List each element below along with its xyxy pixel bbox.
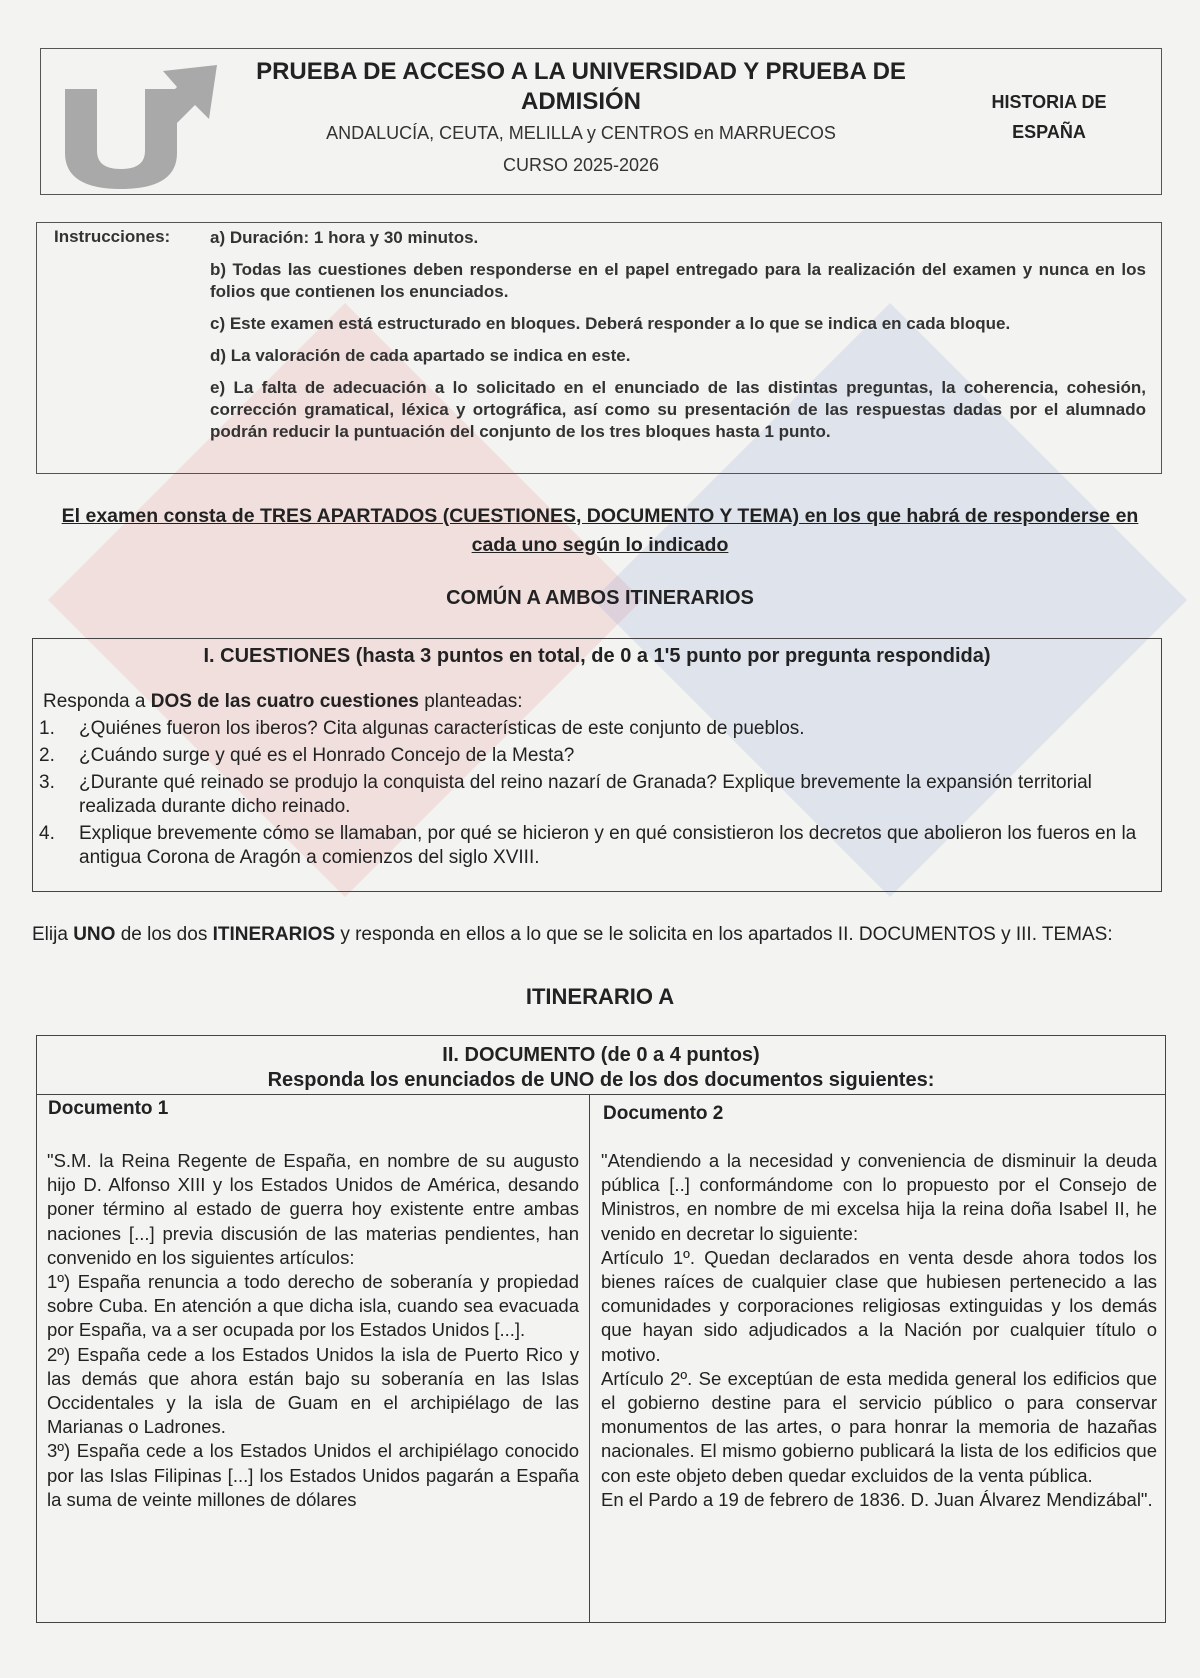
question-text: ¿Cuándo surge y qué es el Honrado Concejo de la Mesta? [79, 745, 575, 766]
document-2-text [601, 1149, 1157, 1512]
doc1-paragraph: 1º) España renuncia a todo derecho de soberanía y propiedad sobre Cuba. En atención a que dicha isla, cuando sea evacuada por España, va a ser ocupada por los Estados Unidos [...]. [47, 1271, 579, 1341]
exam-subject [949, 87, 1149, 147]
prompt-bold: DOS de las cuatro cuestiones [150, 691, 419, 712]
questions-prompt [43, 691, 522, 713]
divider [37, 1094, 1165, 1095]
documents-subtitle: Responda los enunciados de UNO de los dos documentos siguientes: [267, 1069, 935, 1091]
question-text: ¿Durante qué reinado se produjo la conquista del reino nazarí de Granada? Explique brevemente la expansión territorial realizada durante dicho reinado. [79, 772, 1092, 817]
itinerary-title: ITINERARIO A [525, 984, 675, 1009]
questions-list [39, 717, 1153, 873]
doc1-paragraph: 2º) España cede a los Estados Unidos la isla de Puerto Rico y las demás que ahora están bajo su soberanía en las Islas Occidentales y la isla de Guam en el archipiélago de las Marianas o Ladrones. [47, 1343, 579, 1438]
question-number: 1. [39, 718, 55, 739]
question-text: ¿Quiénes fueron los iberos? Cita algunas características de este conjunto de pueblos. [79, 718, 805, 739]
doc2-paragraph: "Atendiendo a la necesidad y conveniencia de disminuir la deuda pública [..] conformándome con lo propuesto por el Consejo de Ministros, en nombre de mi excelsa hija la reina doña Isabel II, he venido en decretar lo siguiente: [601, 1150, 1157, 1244]
university-logo [59, 61, 219, 189]
question-number: 2. [39, 745, 55, 766]
documents-box [36, 1035, 1166, 1623]
question-item [39, 744, 1153, 768]
question-item [39, 717, 1153, 741]
instructions-box [36, 222, 1162, 474]
subject-line-2: ESPAÑA [1012, 122, 1086, 142]
prompt-pre: Responda a [43, 691, 151, 712]
choose-post: y responda en ellos a lo que se le solicita en los apartados II. DOCUMENTOS y III. TEMAS: [335, 924, 1113, 945]
choose-mid: de los dos [115, 924, 213, 945]
exam-course: CURSO 2025-2026 [502, 155, 660, 175]
instruction-item: a) Duración: 1 hora y 30 minutos. [210, 228, 479, 247]
questions-title: I. CUESTIONES (hasta 3 puntos en total, de 0 a 1'5 punto por pregunta respondida) [203, 645, 991, 667]
doc2-paragraph: Artículo 1º. Quedan declarados en venta desde ahora todos los bienes raíces de cualquier clase que hubiesen pertenecido a las comunidades y corporaciones religiosas extinguidas y los demás que hayan sido adjudicados a la Nación por cualquier título o motivo. [601, 1246, 1157, 1365]
itinerary-instruction [32, 924, 1172, 946]
instructions-label: Instrucciones: [54, 227, 171, 246]
instruction-item: b) Todas las cuestiones deben responderse en el papel entregado para la realización del examen y nunca en los folios que contienen los enunciados. [210, 260, 1146, 301]
instructions-list [210, 227, 1146, 453]
choose-pre: Elija [32, 924, 74, 945]
subject-line-1: HISTORIA DE [991, 92, 1107, 112]
documents-title: II. DOCUMENTO (de 0 a 4 puntos) [442, 1044, 760, 1066]
common-section-title: COMÚN A AMBOS ITINERARIOS [446, 587, 754, 609]
choose-bold-itinerarios: ITINERARIOS [212, 924, 336, 945]
doc1-paragraph: 3º) España cede a los Estados Unidos el archipiélago conocido por las Islas Filipinas [...] los Estados Unidos pagarán a España la suma de veinte millones de dólares [47, 1440, 579, 1510]
exam-header [40, 48, 1162, 195]
doc2-paragraph: En el Pardo a 19 de febrero de 1836. D. Juan Álvarez Mendizábal". [601, 1488, 1153, 1510]
question-number: 3. [39, 772, 55, 793]
doc1-paragraph: "S.M. la Reina Regente de España, en nombre de su augusto hijo D. Alfonso XIII y los Estados Unidos de América, desando poner término al estado de guerra hoy existente entre ambas naciones [...] previa discusión de las materias pendientes, han convenido en los siguientes artículos: [47, 1150, 579, 1268]
question-text: Explique brevemente cómo se llamaban, por qué se hicieron y en qué consistieron los decretos que abolieron los fueros en la antigua Corona de Aragón a comienzos del siglo XVIII. [79, 823, 1137, 868]
document-2-heading: Documento 2 [603, 1103, 724, 1124]
doc2-paragraph: Artículo 2º. Se exceptúan de esta medida general los edificios que el gobierno destine para el servicio público o para conservar monumentos de las artes, o para honrar la memoria de hazañas nacionales. El mismo gobierno publicará la lista de los edificios que con este objeto deben quedar excluidos de la venta pública. [601, 1367, 1157, 1486]
exam-structure-note: El examen consta de TRES APARTADOS (CUESTIONES, DOCUMENTO Y TEMA) en los que habrá de responderse en cada uno según lo indicado [61, 505, 1139, 556]
document-1-text [47, 1149, 579, 1512]
exam-title: PRUEBA DE ACCESO A LA UNIVERSIDAD Y PRUEBA DE ADMISIÓN [256, 58, 906, 115]
prompt-post: planteadas: [418, 691, 523, 712]
question-number: 4. [39, 823, 55, 844]
choose-bold-uno: UNO [73, 924, 116, 945]
question-item [39, 771, 1153, 819]
column-divider [589, 1094, 590, 1622]
question-item [39, 822, 1153, 870]
exam-region: ANDALUCÍA, CEUTA, MELILLA y CENTROS en MARRUECOS [326, 123, 836, 143]
instruction-item: c) Este examen está estructurado en bloques. Deberá responder a lo que se indica en cada bloque. [210, 314, 1011, 333]
questions-box [32, 638, 1162, 892]
instruction-item: e) La falta de adecuación a lo solicitado en el enunciado de las distintas preguntas, la coherencia, cohesión, corrección gramatical, léxica y ortográfica, así como su presentación de las respuestas dadas por el alumnado podrán reducir la puntuación del conjunto de los tres bloques hasta 1 punto. [210, 378, 1146, 441]
instruction-item: d) La valoración de cada apartado se indica en este. [210, 346, 631, 365]
document-1-heading: Documento 1 [48, 1098, 169, 1119]
